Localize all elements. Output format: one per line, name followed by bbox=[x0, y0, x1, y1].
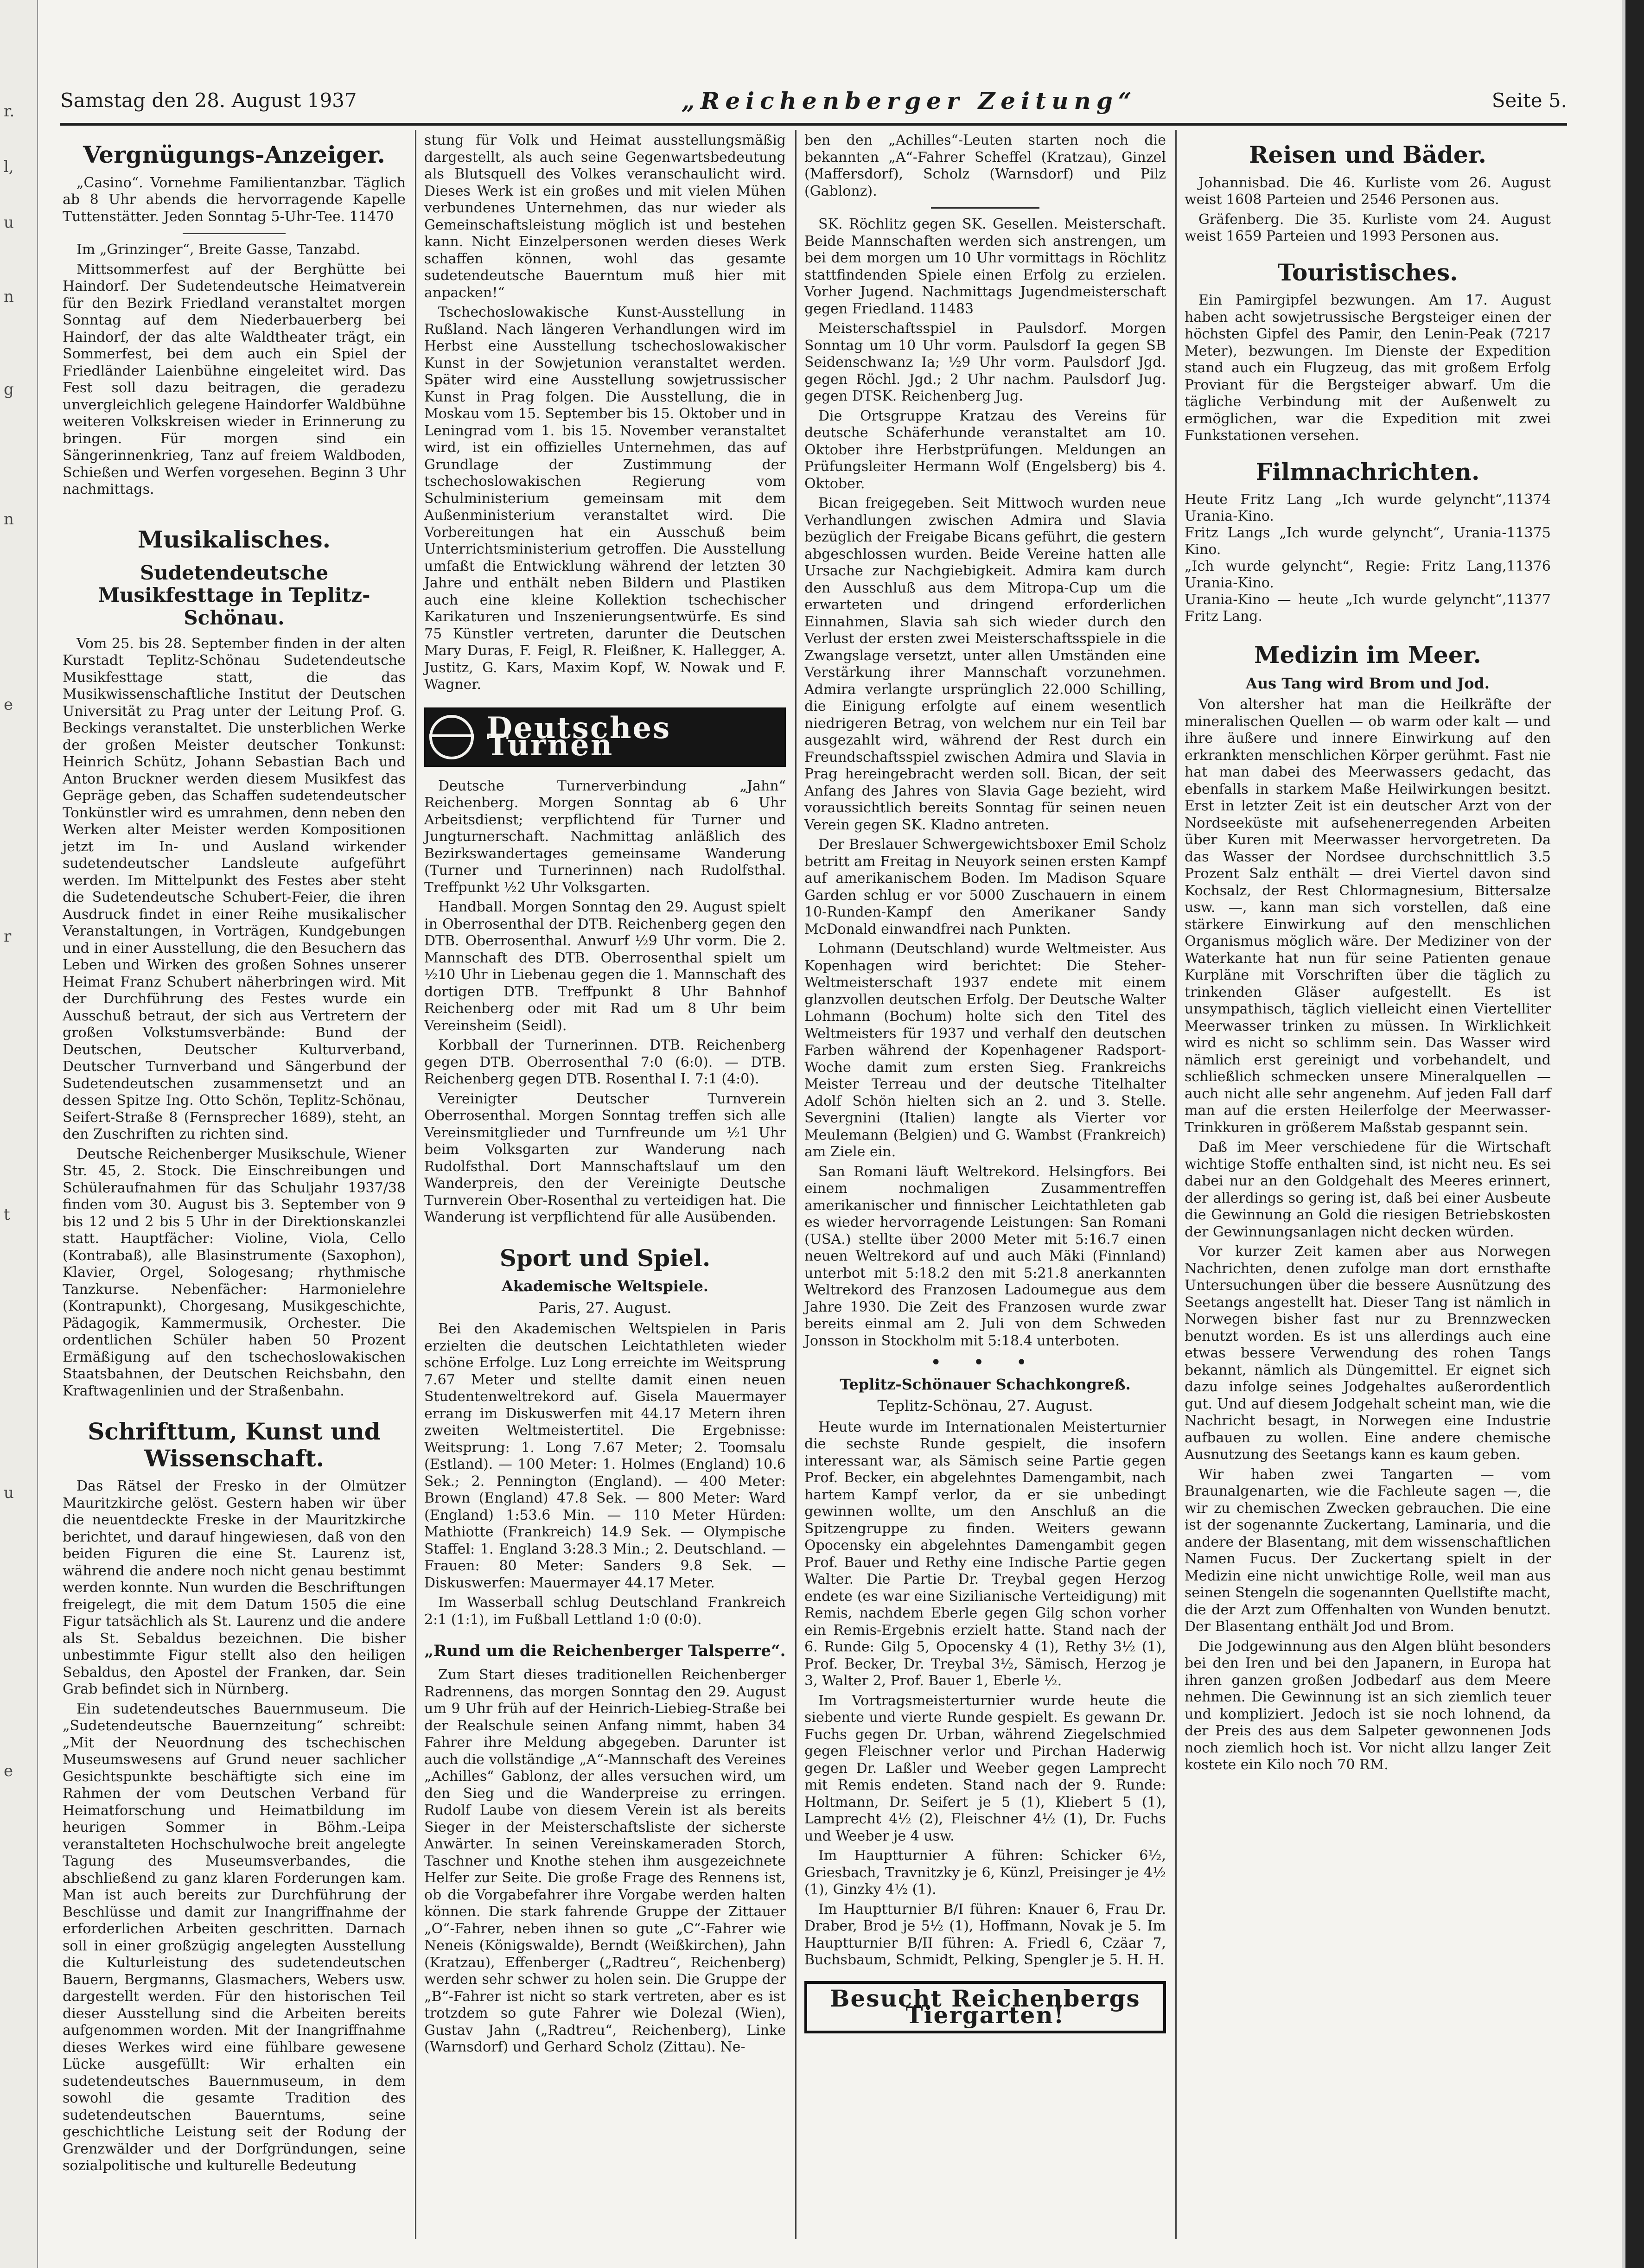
gutter-fragment: n bbox=[4, 287, 14, 306]
article-paragraph: Vereinigter Deutscher Turnverein Oberrosenthal. Morgen Sonntag treffen sich alle Vereinsmitglieder und Turnfreunde um ½1 Uhr beim Volksgarten zur Wanderung nach Rudolfsthal. Dort Mannschaftslauf um den Wanderpreis, den der Vereinigte Deutsche Turnverein Ober-Rosenthal zu verteidigen hat. Die Wanderung ist verpflichtend für alle Ausübenden. bbox=[424, 1090, 786, 1225]
tiergarten-advert: Besucht Reichenbergs Tiergarten! bbox=[804, 1981, 1166, 2033]
section-heading: Vergnügungs-Anzeiger. bbox=[83, 141, 385, 168]
page-right-shadow bbox=[1625, 0, 1644, 2268]
gutter-fragment: g bbox=[4, 380, 14, 399]
gutter-fragment: r. bbox=[4, 102, 15, 121]
section-dots: • • • bbox=[930, 1352, 1040, 1373]
article-paragraph: Deutsche Reichenberger Musikschule, Wiener Str. 45, 2. Stock. Die Einschreibungen und Schüleraufnahmen für das Schuljahr 1937/38 finden vom 30. August bis 3. September von 9 bis 12 und 2 bis 5 Uhr in der Direktionskanzlei statt. Hauptfächer: Violine, Viola, Cello (Kontrabaß), alle Blasinstrumente (Saxophon), Klavier, Orgel, Sologesang; rhythmische Tanzkurse. Nebenfächer: Harmonielehre (Kontrapunkt), Chorgesang, Musikgeschichte, Pädagogik, Kammermusik, Orchester. Die ordentlichen Schüler haben 50 Prozent Ermäßigung auf den tschechoslowakischen Staatsbahnen, der Deutschen Reichsbahn, den Kraftwagenlinien und der Straßenbahn. bbox=[63, 1146, 406, 1399]
section-heading: Filmnachrichten. bbox=[1255, 458, 1480, 485]
article-paragraph: Die Jodgewinnung aus den Algen blüht besonders bei den Iren und bei den Japanern, in Europa hat ihren ganzen großen Jodbedarf aus dem Meere nehmen. Die Gewinnung ist an sich ziemlich teuer und kompliziert. Jedoch ist sie noch lohnend, da der Preis des aus dem Salpeter gewonnenen Jods noch ziemlich hoch ist. Vor nicht allzu langer Zeit kostete ein Kilo noch 70 RM. bbox=[1185, 1638, 1551, 1773]
article-headline: Akademische Weltspiele. bbox=[502, 1277, 708, 1295]
film-listing-text: Urania-Kino — heute „Ich wurde gelyncht“, Fritz Lang. bbox=[1185, 592, 1507, 624]
dateline: Teplitz-Schönau, 27. August. bbox=[877, 1397, 1093, 1414]
section-heading: Touristisches. bbox=[1277, 258, 1458, 286]
article-paragraph: Im Wasserball schlug Deutschland Frankreich 2:1 (1:1), im Fußball Lettland 1:0 (0:0). bbox=[424, 1594, 786, 1628]
turnen-emblem-icon bbox=[426, 709, 478, 765]
masthead-title: „Reichenberger Zeitung“ bbox=[682, 87, 1137, 115]
column-rule bbox=[1175, 130, 1177, 2239]
article-paragraph: Der Breslauer Schwergewichtsboxer Emil Scholz betritt am Freitag in Neuyork seinen ersten Kampf auf amerikanischem Boden. Im Madison Square Garden schlug er vor 5000 Zuschauern in einem 10-Runden-Kampf den Amerikaner Sandy McDonald einwandfrei nach Punkten. bbox=[804, 836, 1166, 937]
article-paragraph: Vom 25. bis 28. September finden in der alten Kurstadt Teplitz-Schönau Sudetendeutsche Musikfesttage statt, die das Musikwissenschaftliche Institut der Deutschen Universität zu Prag unter der Leitung Prof. G. Beckings veranstaltet. Die unsterblichen Werke der großen Meister deutscher Tonkunst: Heinrich Schütz, Johann Sebastian Bach und Anton Bruckner werden diesem Musikfest das Gepräge geben, das Schaffen sudetendeutscher Tonkünstler wird es umrahmen, denn neben den Werken alter Meister werden Kompositionen jetzt im In- und Ausland wirkender sudetendeutscher Landsleute aufgeführt werden. Im Mittelpunkt des Festes aber steht die Sudetendeutsche Schubert-Feier, die ihren Ausdruck findet in einer Reihe musikalischer Veranstaltungen, in Vorträgen, Kundgebungen und in einer Ausstellung, die den Besuchern das Leben und Wirken des großen Sohnes unserer Heimat Franz Schubert näherbringen wird. Mit der Durchführung des Festes wurde ein Ausschuß betraut, der sich aus Vertretern der großen Volkstumsverbände: Bund der Deutschen, Deutscher Kulturverband, Deutscher Turnverband und Sängerbund der Sudetendeutschen zusammensetzt und an dessen Spitze Ing. Otto Schön, Teplitz-Schönau, Seifert-Straße 8 (Fernsprecher 1689), steht, an den Zuschriften zu richten sind. bbox=[63, 635, 406, 1143]
article-paragraph: SK. Röchlitz gegen SK. Gesellen. Meisterschaft. Beide Mannschaften werden sich anstrengen, um bei dem morgen um 10 Uhr vormittags in Röchlitz stattfindenden Spiele einen Erfolg zu erzielen. Vorher Jugend. Nachmittags Jugendmeisterschaft gegen Friedland. 11483 bbox=[804, 216, 1166, 317]
article-paragraph: Im Hauptturnier A führen: Schicker 6½, Griesbach, Travnitzky je 6, Künzl, Preisinger je 4½ (1), Ginzky 4½ (1). bbox=[804, 1848, 1166, 1898]
article-paragraph: Ein Pamirgipfel bezwungen. Am 17. August haben acht sowjetrussische Bergsteiger einen der höchsten Gipfel des Pamir, den Lenin-Peak (7217 Meter), bezwungen. Im Dienste der Expedition stand auch ein Flugzeug, das mit großem Erfolg Proviant für die Bergsteiger abwarf. Um die tägliche Verbindung mit der Außenwelt zu ermöglichen, war die Expedition mit zwei Funkstationen versehen. bbox=[1185, 292, 1551, 444]
film-listing bbox=[1185, 525, 1551, 558]
film-listing-number: 11377 bbox=[1506, 592, 1551, 608]
header-rule bbox=[60, 123, 1567, 126]
column-rule bbox=[415, 130, 416, 2239]
article-paragraph: ben den „Achilles“-Leuten starten noch die bekannten „A“-Fahrer Scheffel (Kratzau), Ginzel (Maffersdorf), Scholz (Warnsdorf) und Pilz (Gablonz). bbox=[804, 132, 1166, 199]
section-heading: Schrifttum, Kunst und Wissenschaft. bbox=[88, 1418, 381, 1472]
turnen-banner bbox=[424, 707, 786, 767]
separator bbox=[931, 207, 1039, 209]
gutter-fragment: n bbox=[4, 510, 14, 529]
film-listing-text: „Ich wurde gelyncht“, Regie: Fritz Lang, Urania-Kino. bbox=[1185, 558, 1507, 591]
section-heading: Musikalisches. bbox=[137, 525, 331, 553]
film-listing bbox=[1185, 558, 1551, 592]
film-listing-number: 11375 bbox=[1506, 525, 1551, 541]
article-paragraph: Heute wurde im Internationalen Meisterturnier die sechste Runde gespielt, die insofern interessant war, als Sämisch seine Partie gegen Prof. Becker, ein abgelehntes Damengambit, nach hartem Kampf verlor, da er sie unbedingt gewinnen wollte, um den Anschluß an die Spitzengruppe zu finden. Weiters gewann Opocensky ein abgelehntes Damengambit gegen Prof. Bauer und Rethy eine Indische Partie gegen Walter. Die Partie Dr. Treybal gegen Herzog endete (es war eine Sizilianische Verteidigung) mit Remis, nachdem Eberle gegen Gilg schon vorher ein Remis-Ergebnis erzielt hatte. Stand nach der 6. Runde: Gilg 5, Opocensky 4 (1), Rethy 3½ (1), Prof. Becker, Dr. Treybal 3½, Sämisch, Herzog je 3, Walter 2, Prof. Bauer 1, Eberle ½. bbox=[804, 1419, 1166, 1689]
article-headline: Teplitz-Schönauer Schachkongreß. bbox=[840, 1375, 1131, 1393]
page-right-edge bbox=[1622, 0, 1625, 2268]
article-paragraph: Handball. Morgen Sonntag den 29. August spielt in Oberrosenthal der DTB. Reichenberg gegen den DTB. Oberrosenthal. Anwurf ½9 Uhr vorm. Die 2. Mannschaft des DTB. Oberrosenthal spielt um ½10 Uhr in Liebenau gegen die 1. Mannschaft des dortigen DTB. Treffpunkt 8 Uhr Bahnhof Reichenberg oder mit Rad um 8 Uhr beim Vereinsheim (Seidl). bbox=[424, 899, 786, 1034]
gutter-fragment: l, bbox=[4, 158, 14, 176]
article-paragraph: Mittsommerfest auf der Berghütte bei Haindorf. Der Sudetendeutsche Heimatverein für den Bezirk Friedland veranstaltet morgen Sonntag auf dem Niederbauerberg bei Haindorf, der das alte Waldtheater trägt, ein Sommerfest, bei dem auch ein Spiel der Friedländer Laienbühne eingeleitet wird. Das Fest soll dazu beitragen, die geradezu unvergleichlich gelegene Haindorfer Waldbühne weiteren Volkskreisen wieder in Erinnerung zu bringen. Für morgen sind ein Sängerinnenkrieg, Tanz auf freiem Waldboden, Schießen und Werfen vorgesehen. Beginn 3 Uhr nachmittags. bbox=[63, 261, 406, 497]
turnen-title: Deutsches Turnen bbox=[486, 711, 671, 763]
article-paragraph: Deutsche Turnerverbindung „Jahn“ Reichenberg. Morgen Sonntag ab 6 Uhr Arbeitsdienst; verpflichtend für Turner und Jungturnerschaft. Nachmittag anläßlich des Bezirkswandertages gemeinsame Wanderung (Turner und Turnerinnen) nach Rudolfsthal. Treffpunkt ½2 Uhr Volksgarten. bbox=[424, 777, 786, 896]
separator bbox=[183, 233, 286, 234]
gutter-fragment: e bbox=[4, 1762, 13, 1780]
article-paragraph: Zum Start dieses traditionellen Reichenberger Radrennens, das morgen Sonntag den 29. August um 9 Uhr früh auf der Heinrich-Liebieg-Straße bei der Realschule seinen Anfang nimmt, haben 34 Fahrer ihre Meldung abgegeben. Darunter ist auch die vollständige „A“-Mannschaft des Vereines „Achilles“ Gablonz, der alles versuchen wird, um den Sieg und die Wanderpreise zu erringen. Rudolf Laube von diesem Verein ist als bereits Sieger in der Meisterschaftsliste der sicherste Anwärter. In seinen Vereinskameraden Storch, Taschner und Knothe stehen ihm ausgezeichnete Helfer zur Seite. Die große Frage des Rennens ist, ob die Vorgabefahrer ihre Vorgabe werden halten können. Die stark fahrende Gruppe der Zittauer „O“-Fahrer, neben ihnen so gute „C“-Fahrer wie Neneis (Königswalde), Berndt (Weißkirchen), Jahn (Kratzau), Effenberger („Radtreu“, Reichenberg) werden sehr schwer zu holen sein. Die Gruppe der „B“-Fahrer ist nicht so stark vertreten, aber es ist trotzdem so gute Fahrer wie Dolezal (Wien), Gustav Jahn („Radtreu“, Reichenberg), Linke (Warnsdorf) und Gerhard Scholz (Zittau). Ne- bbox=[424, 1667, 786, 2056]
section-heading: Reisen und Bäder. bbox=[1249, 141, 1486, 168]
article-headline: „Rund um die Reichenberger Talsperre“. bbox=[424, 1642, 786, 1660]
article-paragraph: Wir haben zwei Tangarten — vom Braunalgenarten, wie die Fachleute sagen —, die wir zu chemischen Zwecken gebrauchen. Die eine ist der sogenannte Zuckertang, Laminaria, und die andere der Blasentang, mit dem wissenschaftlichen Namen Fucus. Der Zuckertang spielt in der Medizin eine nicht unwichtige Rolle, weil man aus seinen Stengeln die sogenannten Quellstifte macht, die der Arzt zum Offenhalten von Wunden benutzt. Der Blasentang enthält Jod und Brom. bbox=[1185, 1466, 1551, 1635]
article-paragraph: Im Vortragsmeisterturnier wurde heute die siebente und vierte Runde gespielt. Es gewann Dr. Fuchs gegen Dr. Urban, während Ziegelschmied gegen Fleischner verlor und Pirchan Haderwig gegen Dr. Laßler und Weeber gegen Lamprecht mit Remis endeten. Stand nach der 9. Runde: Holtmann, Dr. Seifert je 5 (1), Kliebert 5 (1), Lamprecht 4½ (2), Fleischner 4½ (1), Dr. Fuchs und Weeber je 4 usw. bbox=[804, 1692, 1166, 1844]
article-paragraph: Ein sudetendeutsches Bauernmuseum. Die „Sudetendeutsche Bauernzeitung“ schreibt: „Mit der Neuordnung des tschechischen Museumswesens auf Grund neuer sachlicher Gesichtspunkte beschäftigte sich eine im Rahmen der vom Deutschen Verband für Heimatforschung und Heimatbildung im heurigen Sommer in Böhm.-Leipa veranstalteten Hochschulwoche breit angelegte Tagung des Museumsverbandes, die abschließend zu ganz klaren Forderungen kam. Man ist auch bereits zur Durchführung der Beschlüsse und damit zur Inangriffnahme der erforderlichen Arbeiten geschritten. Darnach soll in einer großzügig angelegten Ausstellung die Kulturleistung des sudetendeutschen Bauern, Bergmanns, Glasmachers, Webers usw. dargestellt werden. Für den historischen Teil dieser Ausstellung sind die Arbeiten bereits aufgenommen worden. Mit der Inangriffnahme dieses Werkes wird eine fühlbare gewesene Lücke ausgefüllt: Wir erhalten ein sudetendeutsches Bauernmuseum, in dem sowohl die gesamte Tradition des sudetendeutschen Bauerntums, seine geschichtliche Leistung seit der Rodung der Grenzwälder und der Dorfgründungen, seine sozialpolitische und kulturelle Bedeutung bbox=[63, 1701, 406, 2174]
column-3 bbox=[804, 132, 1166, 2033]
article-paragraph: Bican freigegeben. Seit Mittwoch wurden neue Verhandlungen zwischen Admira und Slavia bezüglich der Freigabe Bicans geführt, die gestern abgeschlossen wurden. Beide Vereine hatten alle Ursache zur Nachgiebigkeit. Admira kam durch den Ausschluß aus dem Mitropa-Cup um die erwarteten und dringend erforderlichen Einnahmen, Slavia sah sich wieder durch den Verlust der ersten zwei Meisterschaftsspiele in die Zwangslage versetzt, unter allen Umständen eine Verstärkung ihrer Mannschaft vorzunehmen. Admira verlangte ursprünglich 22.000 Schilling, die Einigung erfolgte auf einem wesentlich niedrigeren Betrag, von welchem nur ein Teil bar ausgezahlt wird, während der Rest durch ein Freundschaftsspiel zwischen Admira und Slavia in Prag hereingebracht werden soll. Bican, der seit Anfang des Jahres von Slavia Gage bezieht, wird voraussichtlich bereits Sonntag für seinen neuen Verein gegen SK. Kladno antreten. bbox=[804, 495, 1166, 833]
film-listing-number: 11376 bbox=[1506, 558, 1551, 574]
gutter-fragment: e bbox=[4, 695, 13, 714]
column-rule bbox=[795, 130, 797, 2239]
article-paragraph: Lohmann (Deutschland) wurde Weltmeister. Aus Kopenhagen wird berichtet: Die Steher-Weltmeisterschaft 1937 endete mit einem glanzvollen deutschen Erfolg. Der Deutsche Walter Lohmann (Bochum) holte sich den Titel des Weltmeisters für 1937 und verhalf den deutschen Farben während der Kopenhagener Radsport-Woche damit zum ersten Sieg. Frankreichs Meister Terreau und der deutsche Titelhalter Adolf Schön hielten sich an 2. und 3. Stelle. Severgnini (Italien) langte als Vierter vor Meulemann (Belgien) und G. Wambst (Frankreich) am Ziele ein. bbox=[804, 941, 1166, 1160]
gutter-fragment: t bbox=[4, 1205, 10, 1224]
article-paragraph: Daß im Meer verschiedene für die Wirtschaft wichtige Stoffe enthalten sind, ist nicht neu. Es sei dabei nur an den Goldgehalt des Meeres erinnert, der allerdings so gering ist, daß bei einer Ausbeute die Gewinnung an Gold die riesigen Betriebskosten der Gewinnungsanlagen nicht decken würden. bbox=[1185, 1139, 1551, 1240]
header-date: Samstag den 28. August 1937 bbox=[60, 89, 357, 112]
article-paragraph: Das Rätsel der Fresko in der Olmützer Mauritzkirche gelöst. Gestern haben wir über die neuentdeckte Freske in der Mauritzkirche berichtet, und darauf hingewiesen, daß von den beiden Figuren die eine St. Laurenz ist, während die andere noch nicht genau bestimmt werden konnte. Nun wurden die Beschriftungen freigelegt, die mit dem Datum 1505 die eine Figur tatsächlich als St. Laurenz und die andere als St. Sebaldus bezeichnen. Die bisher unbestimmte Figur stellt also den heiligen Sebaldus, den Apostel der Franken, dar. Sein Grab befindet sich in Nürnberg. bbox=[63, 1478, 406, 1698]
article-headline: Sudetendeutsche Musikfesttage in Teplitz-Schönau. bbox=[98, 561, 370, 629]
article-paragraph: Meisterschaftsspiel in Paulsdorf. Morgen Sonntag um 10 Uhr vorm. Paulsdorf Ia gegen SB Seidenschwanz Ia; ½9 Uhr vorm. Paulsdorf Jgd. gegen Röchl. Jgd.; 2 Uhr nachm. Paulsdorf Jug. gegen DTSK. Reichenberg Jug. bbox=[804, 320, 1166, 404]
page-left-margin bbox=[0, 0, 38, 2268]
article-paragraph: Vor kurzer Zeit kamen aber aus Norwegen Nachrichten, denen zufolge man dort ernsthafte Untersuchungen über die bessere Ausnützung des Seetangs angestellt hat. Dieser Tang ist nämlich in Norwegen bisher fast nur zu Brennzwecken benutzt worden. Es ist uns allerdings auch eine etwas bessere Verwendung des rohen Tangs bekannt, nämlich als Düngemittel. Er eignet sich dazu infolge seines Jodgehaltes außerordentlich gut. Und auf diesem Jodgehalt scheint man, wie die Nachricht besagt, in Norwegen eine Industrie aufbauen zu wollen. Eine andere chemische Ausnutzung des Seetangs kann es kaum geben. bbox=[1185, 1243, 1551, 1463]
column-4 bbox=[1185, 132, 1551, 1777]
article-paragraph: Gräfenberg. Die 35. Kurliste vom 24. August weist 1659 Parteien und 1993 Personen aus. bbox=[1185, 211, 1551, 244]
gutter-fragment: u bbox=[4, 1484, 14, 1502]
dateline: Paris, 27. August. bbox=[538, 1299, 672, 1317]
article-paragraph: Bei den Akademischen Weltspielen in Paris erzielten die deutschen Leichtathleten wieder schöne Erfolge. Luz Long erreichte im Weitsprung 7.67 Meter und stellte damit einen neuen Studentenweltrekord auf. Gisela Mauermayer errang im Diskuswerfen mit 44.17 Metern ihren zweiten Weltmeistertitel. Die Ergebnisse: Weitsprung: 1. Long 7.67 Meter; 2. Toomsalu (Estland). — 100 Meter: 1. Holmes (England) 10.6 Sek.; 2. Pennington (England). — 400 Meter: Brown (England) 47.8 Sek. — 800 Meter: Ward (England) 1:53.6 Min. — 110 Meter Hürden: Mathiotte (Frankreich) 14.9 Sek. — Olympische Staffel: 1. England 3:28.3 Min.; 2. Deutschland. — Frauen: 80 Meter: Sanders 9.8 Sek. — Diskuswerfen: Mauermayer 44.17 Meter. bbox=[424, 1321, 786, 1591]
section-heading: Medizin im Meer. bbox=[1254, 641, 1481, 669]
film-listing-text: Fritz Langs „Ich wurde gelyncht“, Urania-Kino. bbox=[1185, 525, 1507, 558]
film-listing bbox=[1185, 592, 1551, 625]
article-paragraph: Die Ortsgruppe Kratzau des Vereins für deutsche Schäferhunde veranstaltet am 10. Oktober ihre Herbstprüfungen. Meldungen an Prüfungsleiter Hermann Wolf (Engelsberg) bis 4. Oktober. bbox=[804, 408, 1166, 492]
page-number: Seite 5. bbox=[1491, 89, 1567, 112]
column-2 bbox=[424, 132, 786, 2059]
newspaper-header bbox=[60, 84, 1567, 121]
article-paragraph: Tschechoslowakische Kunst-Ausstellung in Rußland. Nach längeren Verhandlungen wird im Herbst eine Ausstellung tschechoslowakischer Kunst in der Sowjetunion veranstaltet werden. Später wird eine Ausstellung sowjetrussischer Kunst in Prag folgen. Die Ausstellung, die in Moskau vom 15. September bis 15. Oktober und in Leningrad vom 1. bis 15. November veranstaltet wird, ist ein offizielles Unternehmen, das auf Grundlage der Zustimmung der tschechoslowakischen Regierung vom Schulministerium gemeinsam mit dem Außenministerium veranstaltet wird. Die Vorbereitungen hat ein Ausschuß beim Unterrichtsministerium getroffen. Die Ausstellung umfaßt die Entwicklung während der letzten 30 Jahre und enthält neben Bildern und Plastiken auch eine kleine Kollektion tschechischer Karikaturen und Inszenierungsentwürfe. Es sind 75 Künstler vertreten, darunter die Deutschen Mary Duras, F. Feigl, R. Fleißner, K. Hallegger, A. Justitz, G. Kars, Maxim Kopf, W. Nowak und F. Wagner. bbox=[424, 304, 786, 693]
film-listing-number: 11374 bbox=[1506, 491, 1551, 508]
article-paragraph: Im Hauptturnier B/I führen: Knauer 6, Frau Dr. Draber, Brod je 5½ (1), Hoffmann, Novak je 5. Im Hauptturnier B/II führen: A. Friedl 6, Czäar 7, Buchsbaum, Schmidt, Pelking, Spengler je 5. H. H. bbox=[804, 1901, 1166, 1968]
article-paragraph: stung für Volk und Heimat ausstellungsmäßig dargestellt, als auch seine Gegenwartsbedeutung als Blutsquell des Volkes veranschaulicht wird. Dieses Werk ist ein großes und mit vielen Mühen verbundenes Unternehmen, das nur wieder als Gemeinschaftsleistung möglich ist und bestehen kann. Nicht Einzelpersonen werden dieses Werk schaffen können, wohl das gesamte sudetendeutsche Bauerntum muß hier mit anpacken!“ bbox=[424, 132, 786, 301]
film-listing-text: Heute Fritz Lang „Ich wurde gelyncht“, Urania-Kino. bbox=[1185, 491, 1507, 524]
article-paragraph: „Casino“. Vornehme Familientanzbar. Täglich ab 8 Uhr abends die hervorragende Kapelle Tuttenstätter. Jeden Sonntag 5-Uhr-Tee. 11470 bbox=[63, 174, 406, 225]
article-headline: Aus Tang wird Brom und Jod. bbox=[1246, 674, 1490, 692]
column-1 bbox=[63, 132, 406, 2178]
section-heading: Sport und Spiel. bbox=[499, 1244, 711, 1272]
gutter-fragment: r bbox=[4, 927, 12, 946]
article-paragraph: San Romani läuft Weltrekord. Helsingfors. Bei einem nochmaligen Zusammentreffen amerikanischer und finnischer Leichtathleten gab es wieder hervorragende Leistungen: San Romani (USA.) stellte über 2000 Meter mit 5:16.7 einen neuen Weltrekord auf und auch Mäki (Finnland) unterbot mit 5:18.2 den mit 5:21.8 anerkannten Weltrekord des Franzosen Ladoumegue aus dem Jahre 1930. Die Zeit des Franzosen wurde zwar bereits einmal am 2. Juli von dem Schweden Jonsson in Stockholm mit 5:18.4 unterboten. bbox=[804, 1163, 1166, 1349]
film-listing bbox=[1185, 491, 1551, 525]
gutter-fragment: u bbox=[4, 213, 14, 232]
article-paragraph: Im „Grinzinger“, Breite Gasse, Tanzabd. bbox=[76, 242, 361, 258]
article-paragraph: Von altersher hat man die Heilkräfte der mineralischen Quellen — ob warm oder kalt — und ihre äußere und innere Einwirkung auf den erkrankten menschlichen Körper gerühmt. Fast nie hat man dabei des Meerwassers gedacht, das ebenfalls in starkem Maße Heilwirkungen besitzt. Erst in letzter Zeit ist ein deutscher Arzt von der Nordseeküste mit aufsehenerregenden Arbeiten über Kuren mit Meerwasser hervorgetreten. Da das Wasser der Nordsee durchschnittlich 3.5 Prozent Salz enthält — drei Viertel davon sind Kochsalz, der Rest Chlormagnesium, Bittersalze usw. —, kann man sich vorstellen, daß eine stärkere Einwirkung auf den menschlichen Organismus möglich wäre. Der Mediziner von der Waterkante hat nun für seine Patienten genaue Kurpläne mit Vorschriften über die täglich zu trinkenden Gläser aufgestellt. Es ist unsympathisch, täglich vielleicht einen Viertelliter Meerwasser trinken zu müssen. In Wirklichkeit wird es nicht so schlimm sein. Das Wasser wird nämlich erst gereinigt und vorbehandelt, und schließlich schmecken unsere Mineralquellen — auch nicht alle sehr angenehm. Auf jeden Fall darf man auf die ersten Heilerfolge der Meerwasser-Trinkkuren in größerem Maßstab gespannt sein. bbox=[1185, 696, 1551, 1136]
article-paragraph: Johannisbad. Die 46. Kurliste vom 26. August weist 1608 Parteien und 2546 Personen aus. bbox=[1185, 174, 1551, 208]
article-paragraph: Korbball der Turnerinnen. DTB. Reichenberg gegen DTB. Oberrosenthal 7:0 (6:0). — DTB. Reichenberg gegen DTB. Rosenthal I. 7:1 (4:0). bbox=[424, 1037, 786, 1087]
